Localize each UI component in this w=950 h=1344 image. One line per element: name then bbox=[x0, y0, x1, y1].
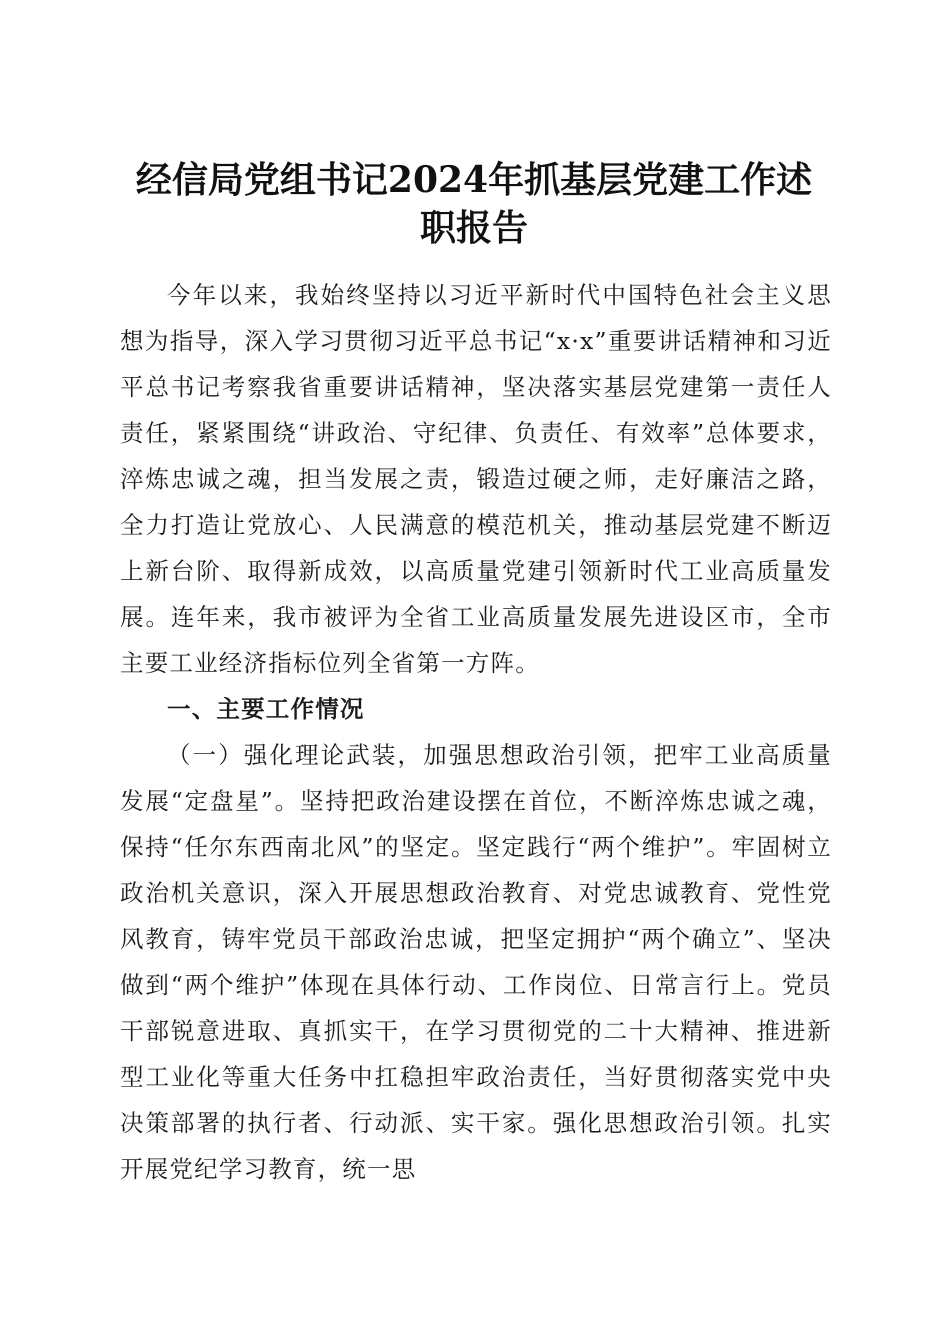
document-title: 经信局党组书记2024年抓基层党建工作述职报告 bbox=[135, 159, 813, 250]
intro-paragraph: 今年以来，我始终坚持以习近平新时代中国特色社会主义思想为指导，深入学习贯彻习近平总书记“x·x”重要讲话精神和习近平总书记考察我省重要讲话精神，坚决落实基层党建第一责任人责任，紧紧围绕“讲政治、守纪律、负责任、有效率”总体要求，淬炼忠诚之魂，担当发展之责，锻造过硬之师，走好廉洁之路，全力打造让党放心、人民满意的模范机关，推动基层党建不断迈上新台阶、取得新成效，以高质量党建引领新时代工业高质量发展。连年来，我市被评为全省工业高质量发展先进设区市，全市主要工业经济指标位列全省第一方阵。 bbox=[120, 281, 832, 677]
section-paragraph: （一）强化理论武装，加强思想政治引领，把牢工业高质量发展“定盘星”。坚持把政治建设摆在首位，不断淬炼忠诚之魂，保持“任尔东西南北风”的坚定。坚定践行“两个维护”。牢固树立政治机关意识，深入开展思想政治教育、对党忠诚教育、党性党风教育，铸牢党员干部政治忠诚，把坚定拥护“两个确立”、坚决做到“两个维护”体现在具体行动、工作岗位、日常言行上。党员干部锐意进取、真抓实干，在学习贯彻党的二十大精神、推进新型工业化等重大任务中扛稳担牢政治责任，当好贯彻落实党中央决策部署的执行者、行动派、实干家。强化思想政治引领。扎实开展党纪学习教育，统一思 bbox=[120, 741, 832, 1183]
document-body bbox=[120, 272, 832, 1192]
section-heading: 一、主要工作情况 bbox=[167, 695, 365, 723]
